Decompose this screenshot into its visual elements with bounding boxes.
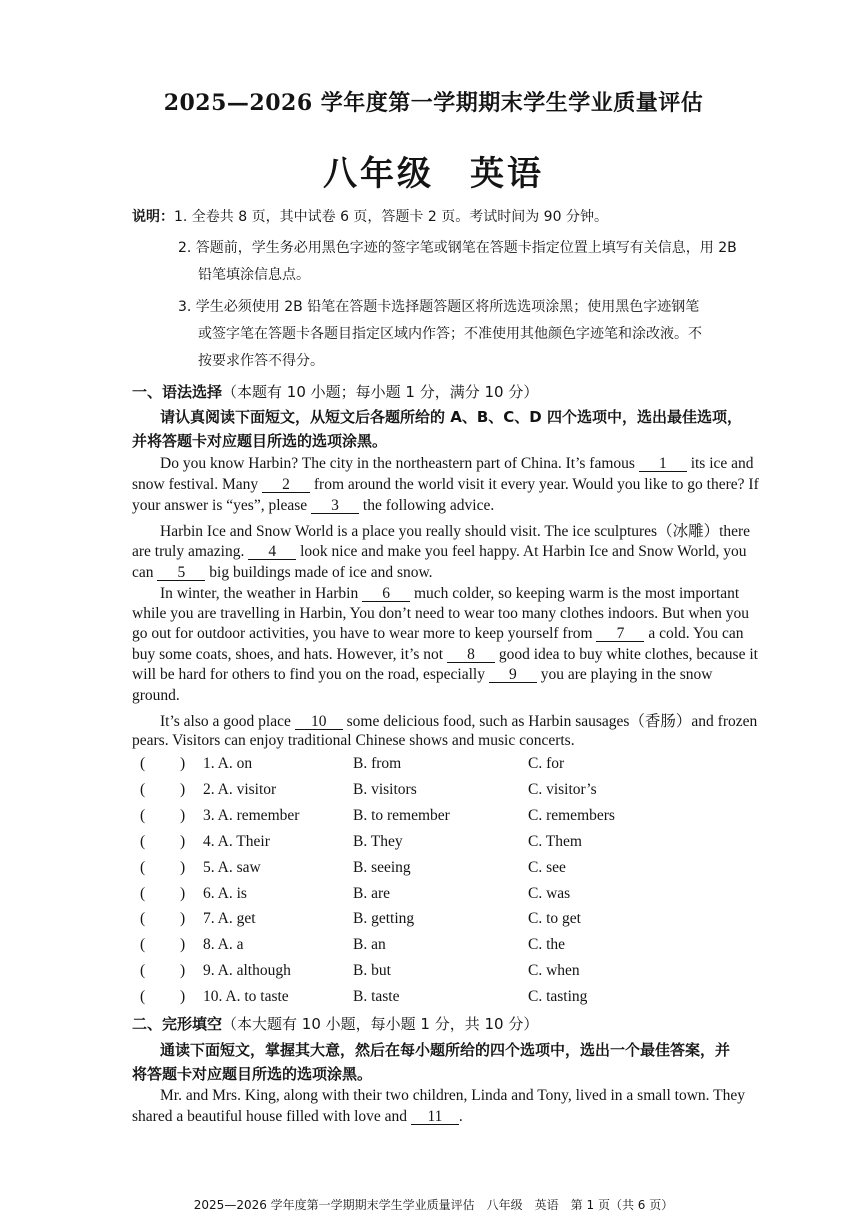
answer-paren-open[interactable]: ( — [140, 988, 146, 1005]
section2-direction-2: 将答题卡对应题目所选的选项涂黑。 — [132, 1065, 373, 1083]
option-a[interactable]: 7. A. get — [203, 910, 256, 927]
option-b[interactable]: B. an — [353, 936, 386, 953]
option-c[interactable]: C. to get — [528, 910, 581, 927]
answer-paren-close: ) — [180, 885, 186, 902]
answer-paren-open[interactable]: ( — [140, 910, 146, 927]
option-b[interactable]: B. are — [353, 885, 391, 902]
passage1-line: snow festival. Many 2 from around the world visit it every year. Would you like to go there? If — [132, 476, 759, 493]
option-a[interactable]: 3. A. remember — [203, 807, 300, 824]
passage1-line: your answer is “yes”, please 3 the following advice. — [132, 497, 495, 514]
exam-title: 2025—2026 学年度第一学期期末学生学业质量评估 — [163, 90, 704, 116]
passage3-line: In winter, the weather in Harbin 6 much colder, so keeping warm is the most important — [160, 585, 740, 602]
option-b[interactable]: B. to remember — [353, 807, 450, 824]
blank-6: 6 — [362, 586, 410, 602]
option-a[interactable]: 8. A. a — [203, 936, 244, 953]
passage3-line: go out for outdoor activities, you have to wear more to keep yourself from 7 a cold. You can — [132, 625, 744, 642]
option-a[interactable]: 10. A. to taste — [203, 988, 289, 1005]
instructions-line-6: 按要求作答不得分。 — [198, 353, 324, 369]
option-c[interactable]: C. visitor’s — [528, 781, 597, 798]
passage2-line: Harbin Ice and Snow World is a place you really should visit. The ice sculptures（冰雕）there — [160, 523, 751, 540]
option-a[interactable]: 4. A. Their — [203, 833, 270, 850]
instructions-line-5: 或签字笔在答题卡各题目指定区域内作答；不准使用其他颜色字迹笔和涂改液。不 — [198, 326, 702, 342]
option-a[interactable]: 6. A. is — [203, 885, 247, 902]
blank-9: 9 — [489, 667, 537, 683]
passage5-line: Mr. and Mrs. King, along with their two children, Linda and Tony, lived in a small town. They — [160, 1087, 745, 1104]
passage4-line: pears. Visitors can enjoy traditional Chinese shows and music concerts. — [132, 732, 575, 749]
blank-4: 4 — [248, 544, 296, 560]
option-a[interactable]: 9. A. although — [203, 962, 291, 979]
option-a[interactable]: 2. A. visitor — [203, 781, 277, 798]
option-b[interactable]: B. seeing — [353, 859, 411, 876]
answer-paren-open[interactable]: ( — [140, 755, 146, 772]
passage3-line: while you are travelling in Harbin, You don’t need to wear too many clothes indoors. But when you — [132, 605, 750, 622]
answer-paren-close: ) — [180, 962, 186, 979]
passage5-line: shared a beautiful house filled with love and 11 . — [132, 1108, 463, 1125]
option-b[interactable]: B. but — [353, 962, 391, 979]
blank-5: 5 — [157, 565, 205, 581]
answer-paren-close: ) — [180, 910, 186, 927]
blank-1: 1 — [639, 456, 687, 472]
page-footer: 2025—2026 学年度第一学期期末学生学业质量评估 八年级 英语 第 1 页（共 6 页） — [193, 1198, 674, 1212]
answer-paren-open[interactable]: ( — [140, 833, 146, 850]
blank-10: 10 — [295, 714, 343, 730]
option-c[interactable]: C. remembers — [528, 807, 615, 824]
answer-paren-close: ) — [180, 781, 186, 798]
blank-3: 3 — [311, 498, 359, 514]
section1-direction-2: 并将答题卡对应题目所选的选项涂黑。 — [132, 432, 388, 450]
passage4-line: It’s also a good place 10 some delicious food, such as Harbin sausages（香肠）and frozen — [160, 713, 758, 730]
option-c[interactable]: C. see — [528, 859, 566, 876]
answer-paren-close: ) — [180, 833, 186, 850]
answer-paren-close: ) — [180, 859, 186, 876]
option-a[interactable]: 1. A. on — [203, 755, 253, 772]
instructions-line-1: 说明：1. 全卷共 8 页，其中试卷 6 页，答题卡 2 页。考试时间为 90 分钟。 — [132, 209, 608, 225]
answer-paren-open[interactable]: ( — [140, 781, 146, 798]
passage3-line: will be hard for others to find you on the road, especially 9 you are playing in the snow — [132, 666, 713, 683]
answer-paren-close: ) — [180, 807, 186, 824]
section2-direction-1: 通读下面短文，掌握其大意，然后在每小题所给的四个选项中，选出一个最佳答案，并 — [160, 1041, 731, 1059]
option-b[interactable]: B. taste — [353, 988, 400, 1005]
answer-paren-open[interactable]: ( — [140, 962, 146, 979]
section1-heading: 一、语法选择（本题有 10 小题；每小题 1 分，满分 10 分） — [132, 383, 539, 401]
instructions-label: 说明： — [132, 209, 174, 225]
answer-paren-open[interactable]: ( — [140, 936, 146, 953]
instructions-line-3: 铅笔填涂信息点。 — [198, 267, 310, 283]
section1-direction-1: 请认真阅读下面短文，从短文后各题所给的 A、B、C、D 四个选项中，选出最佳选项， — [160, 408, 742, 426]
blank-2: 2 — [262, 477, 310, 493]
option-c[interactable]: C. was — [528, 885, 571, 902]
answer-paren-close: ) — [180, 755, 186, 772]
option-c[interactable]: C. for — [528, 755, 565, 772]
option-c[interactable]: C. Them — [528, 833, 582, 850]
option-c[interactable]: C. tasting — [528, 988, 588, 1005]
answer-paren-open[interactable]: ( — [140, 885, 146, 902]
option-c[interactable]: C. when — [528, 962, 580, 979]
answer-paren-open[interactable]: ( — [140, 859, 146, 876]
option-b[interactable]: B. getting — [353, 910, 415, 927]
grade-label: 八年级 — [323, 154, 434, 194]
blank-11: 11 — [411, 1109, 459, 1125]
passage2-line: are truly amazing. 4 look nice and make you feel happy. At Harbin Ice and Snow World, you — [132, 543, 747, 560]
passage3-line: buy some coats, shoes, and hats. However, it’s not 8 good idea to buy white clothes, because it — [132, 646, 758, 663]
blank-8: 8 — [447, 647, 495, 663]
instructions-line-4: 3. 学生必须使用 2B 铅笔在答题卡选择题答题区将所选选项涂黑；使用黑色字迹钢笔 — [178, 299, 700, 315]
blank-7: 7 — [596, 626, 644, 642]
subject-label: 英语 — [470, 154, 544, 194]
passage1-line: Do you know Harbin? The city in the northeastern part of China. It’s famous 1 its ice and — [160, 455, 754, 472]
option-c[interactable]: C. the — [528, 936, 566, 953]
section2-heading: 二、完形填空（本大题有 10 小题，每小题 1 分，共 10 分） — [132, 1015, 539, 1033]
passage2-line: can 5 big buildings made of ice and snow. — [132, 564, 433, 581]
passage3-line: ground. — [132, 687, 180, 704]
option-b[interactable]: B. from — [353, 755, 402, 772]
subject-title — [0, 146, 867, 195]
option-b[interactable]: B. visitors — [353, 781, 417, 798]
answer-paren-open[interactable]: ( — [140, 807, 146, 824]
option-b[interactable]: B. They — [353, 833, 403, 850]
instructions-line-2: 2. 答题前，学生务必用黑色字迹的签字笔或钢笔在答题卡指定位置上填写有关信息，用 2B — [178, 240, 737, 256]
option-a[interactable]: 5. A. saw — [203, 859, 261, 876]
answer-paren-close: ) — [180, 988, 186, 1005]
answer-paren-close: ) — [180, 936, 186, 953]
